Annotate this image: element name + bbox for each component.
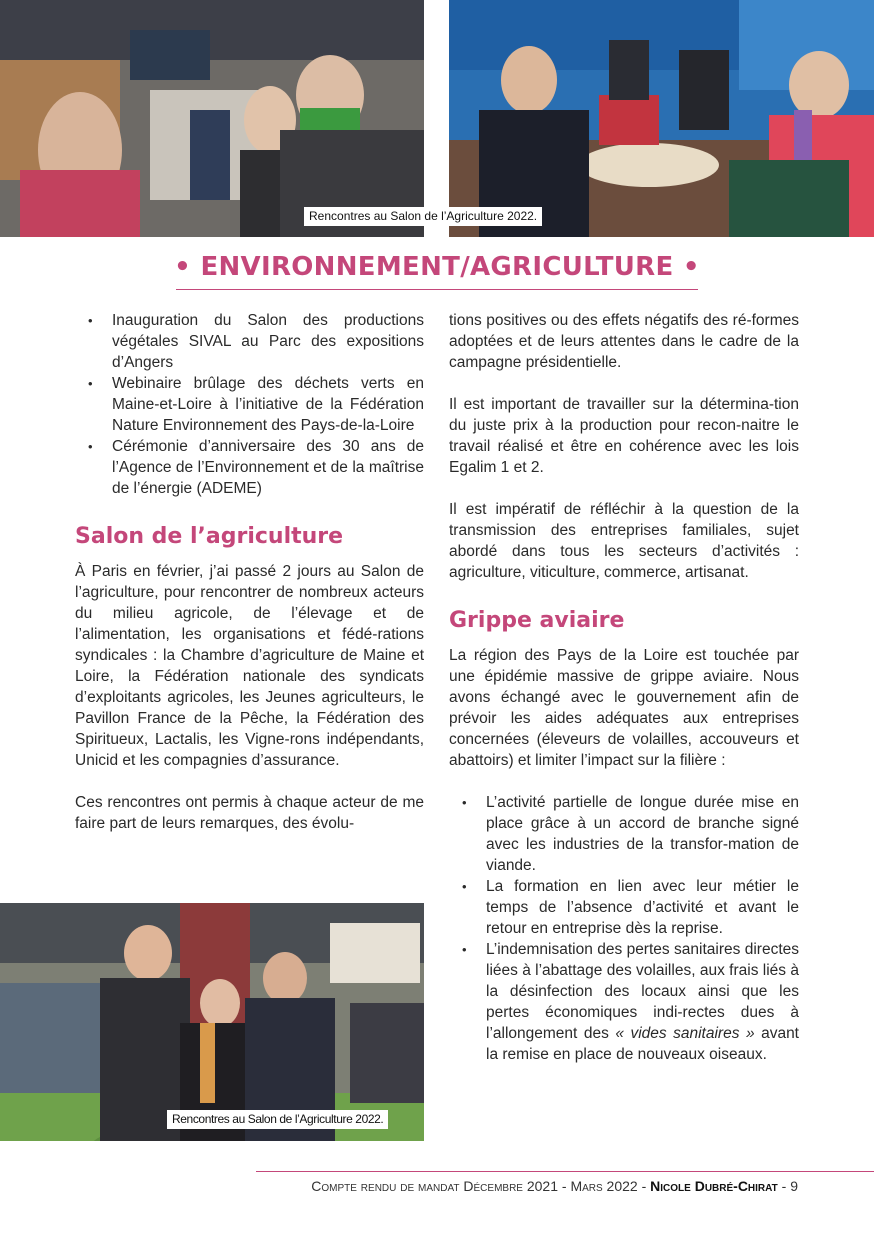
- page-number: 9: [790, 1178, 798, 1194]
- reforms-paragraph: tions positives ou des effets négatifs des ré-formes adoptées et de leurs attentes dans le cadre de la campagne présidentielle.: [449, 312, 799, 371]
- list-item: • La formation en lien avec leur métier le temps de l’absence d’activité et avant le retour en entreprise dès la reprise.: [449, 876, 799, 939]
- list-item: [449, 939, 799, 1065]
- photo-top-left: [0, 0, 424, 237]
- list-item: • Webinaire brûlage des déchets verts en Maine-et-Loire à l’initiative de la Fédération Nature Environnement des Pays-de-la-Loire: [75, 373, 424, 436]
- meeting-photo-image: [449, 0, 874, 237]
- list-item: • Cérémonie d’anniversaire des 30 ans de l’Agence de l’Environnement et de la maîtrise de l’énergie (ADEME): [75, 436, 424, 499]
- heading-grippe: Grippe aviaire: [449, 608, 625, 633]
- salon-photo-image: [0, 0, 424, 237]
- activity-list: [75, 310, 424, 499]
- list-item-text-end: avant la remise en place de nouveaux oiseaux.: [486, 1025, 799, 1063]
- grippe-paragraph: La région des Pays de la Loire est touchée par une épidémie massive de grippe aviaire. Nous avons échangé avec le gouvernement afin de prévoir les aides adéquates aux entreprises concernées (éleveurs de volailles, accouveurs et abattoirs) et limiter l’impact sur la filière :: [449, 647, 799, 769]
- right-column: [449, 310, 799, 1065]
- section-title-underline: [176, 289, 698, 290]
- page-footer: [256, 1178, 798, 1194]
- section-title: • ENVIRONNEMENT/AGRICULTURE •: [174, 252, 700, 282]
- left-column: [75, 310, 424, 834]
- salon-paragraph-2: Ces rencontres ont permis à chaque acteur de me faire part de leurs remarques, des évolu-: [75, 794, 424, 832]
- footer-rule: [256, 1171, 874, 1172]
- price-paragraph: Il est important de travailler sur la détermina-tion du juste prix à la production pour recon-naitre le travail réalisé et être en cohérence avec les lois Egalim 1 et 2.: [449, 396, 799, 476]
- footer-separator: -: [777, 1178, 791, 1194]
- list-item: • L’activité partielle de longue durée mise en place grâce à un accord de branche signé avec les industries de la transfor-mation de viande.: [449, 792, 799, 876]
- list-item-text: L’indemnisation des pertes sanitaires directes liées à l’abattage des volailles, aux frais liés à la désinfection des locaux ainsi que les pertes économiques indi-rectes dues à l’allongement des: [486, 941, 799, 1042]
- measures-list: [449, 792, 799, 1065]
- list-item-emphasis: « vides sanitaires »: [615, 1025, 755, 1042]
- top-photo-caption: Rencontres au Salon de l’Agriculture 2022.: [304, 207, 542, 226]
- footer-author: Nicole Dubré-Chirat: [650, 1178, 778, 1194]
- list-item: • Inauguration du Salon des productions végétales SIVAL au Parc des expositions d’Angers: [75, 310, 424, 373]
- heading-salon: Salon de l’agriculture: [75, 524, 344, 549]
- photo-top-right: [449, 0, 874, 237]
- footer-title: Compte rendu de mandat Décembre 2021 - Mars 2022 -: [311, 1178, 651, 1194]
- salon-paragraph: À Paris en février, j’ai passé 2 jours au Salon de l’agriculture, pour rencontrer de nombreux acteurs du milieu agricole, de l’élevage et de l’alimentation, les organisations et fédé-rations syndicales : la Chambre d’agriculture de Maine et Loire, la Fédération nationale des syndicats d’exploitants agricoles, les Jeunes agriculteurs, le Pavillon France de la Pêche, la Fédération des Spiritueux, Lactalis, les Vigne-rons indépendants, Unicid et les compagnies d’assurance.: [75, 563, 424, 769]
- bottom-photo-caption: Rencontres au Salon de l’Agriculture 2022.: [167, 1110, 388, 1129]
- transmission-paragraph: Il est impératif de réfléchir à la question de la transmission des entreprises familiales, sujet abordé dans tous les secteurs d’activités : agriculture, viticulture, commerce, artisanat.: [449, 501, 799, 581]
- photo-bottom-left: [0, 903, 424, 1141]
- group-photo-image: [0, 903, 424, 1141]
